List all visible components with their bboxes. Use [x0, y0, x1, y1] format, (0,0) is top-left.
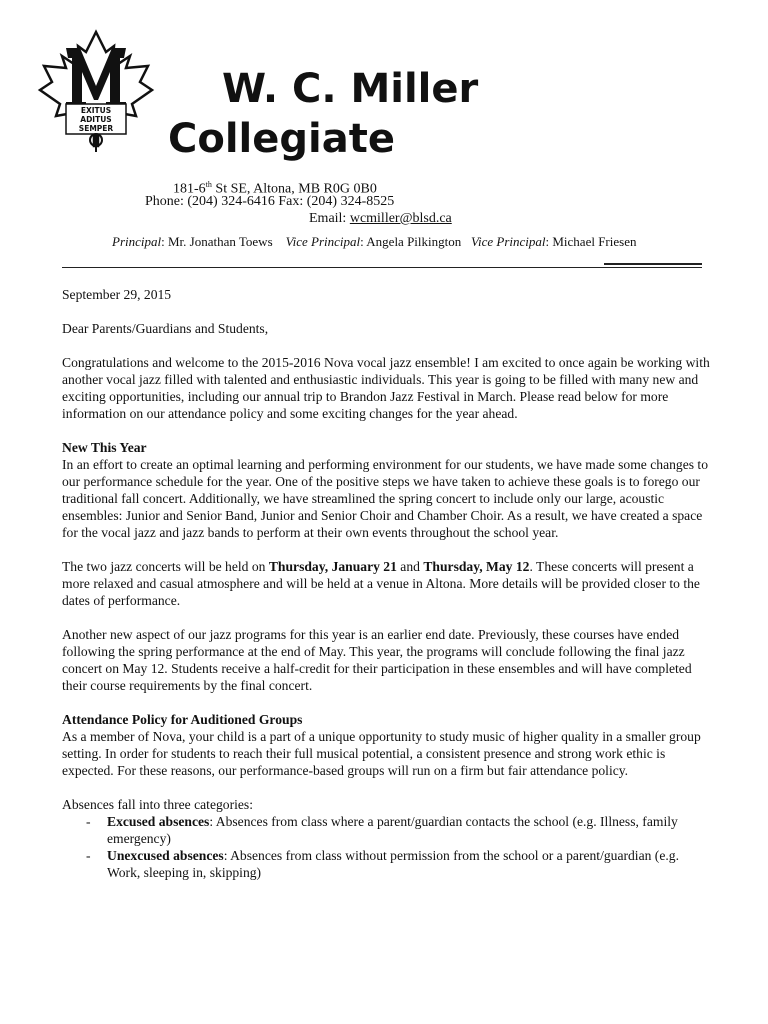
intro-paragraph: Congratulations and welcome to the 2015-2016 Nova vocal jazz ensemble! I am excited to once again be working with another vocal jazz filled with talented and enthusiastic individuals. This year is going to be filled with many new and exciting opportunities, including our annual trip to Brandon Jazz Festival in March. Please read below for more information on our attendance policy and some exciting changes for the year ahead. — [62, 355, 710, 421]
email-label: Email: — [309, 211, 350, 226]
staff-role-vp1: Vice Principal — [285, 234, 361, 249]
staff-name-vp2: Michael Friesen — [552, 234, 637, 249]
absences-intro: Absences fall into three categories: — [62, 797, 253, 812]
letter-salutation: Dear Parents/Guardians and Students, — [62, 321, 269, 336]
concert-date-1: Thursday, January 21 — [268, 559, 397, 574]
staff-name-vp1: Angela Pilkington — [366, 234, 462, 249]
concerts-paragraph — [62, 558, 714, 609]
logo-motto-1: EXITUS — [80, 106, 112, 115]
email-line — [309, 210, 452, 228]
letter-date: September 29, 2015 — [62, 287, 172, 302]
absence-text: : Absences from class where a parent/guardian contacts the school (e.g. Illness, family emergency) — [107, 814, 678, 846]
concert-date-2: Thursday, May 12 — [423, 559, 530, 574]
school-name-line1: W. C. Miller — [222, 66, 479, 112]
school-logo — [36, 28, 156, 156]
new-this-year-heading: New This Year — [62, 440, 147, 455]
email-link[interactable]: wcmiller@blsd.ca — [349, 211, 452, 226]
new-paragraph-1: In an effort to create an optimal learning and performing environment for our students, we have made some changes to our performance schedule for the year. One of the positive steps we have taken to achieve these goals is to forego our traditional fall concert. Additionally, we have streamlined the spring concert to include only our large, acoustic ensembles: Junior and Senior Band, Junior and Senior Choir and Chamber Choir. As a result, we have created a space for the vocal jazz and jazz bands to perform at their own events throughout the school year. — [62, 457, 708, 540]
logo-motto-3: SEMPER — [78, 124, 114, 133]
school-name — [168, 64, 478, 164]
header-divider-thick — [604, 263, 702, 265]
header-divider — [62, 267, 702, 268]
address-ordinal: th — [205, 180, 212, 189]
address-rest: St SE, Altona, MB R0G 0B0 — [211, 181, 377, 197]
absence-term: Excused absences — [107, 814, 210, 829]
concerts-text-c: . These concerts will present a more relaxed and casual atmosphere and will be held at a venue in Altona. More details will be provided closer to the dates of performance. — [62, 559, 700, 608]
logo-motto-2: ADITUS — [80, 115, 112, 124]
list-item: - Unexcused absences: Absences from class without permission from the school or a parent/guardian (e.g. Work, sleeping in, skipping) — [86, 848, 679, 880]
absence-term: Unexcused absences — [107, 848, 224, 863]
concerts-text-b: and — [396, 559, 424, 574]
letter-m-icon — [66, 48, 126, 110]
phone-fax: Phone: (204) 324-6416 Fax: (204) 324-8525 — [145, 194, 395, 209]
absences-list — [62, 813, 714, 881]
new-paragraph-3: Another new aspect of our jazz programs for this year is an earlier end date. Previously, these courses have ended following the spring performance at the end of May. This year, the programs will conclude following the final jazz concert on May 12. Students receive a half-credit for their participation in these ensembles and will have completed their course requirements by the final concert. — [62, 627, 692, 693]
list-item: - Excused absences: Absences from class where a parent/guardian contacts the school (e.g. Illness, family emergency) — [86, 814, 678, 846]
letter-body — [62, 286, 714, 881]
staff-role-vp2: Vice Principal — [471, 234, 546, 249]
attendance-paragraph: As a member of Nova, your child is a part of a unique opportunity to study music of higher quality in a smaller group setting. In order for students to reach their full musical potential, a consistent presence and strong work ethic is expected. For these reasons, our performance-based groups will run on a firm but fair attendance policy. — [62, 729, 701, 778]
school-name-line2: Collegiate — [168, 116, 395, 162]
attendance-heading: Attendance Policy for Auditioned Groups — [62, 712, 303, 727]
address-number: 181-6 — [173, 181, 206, 197]
staff-role-principal: Principal — [112, 234, 162, 249]
staff-line: Principal: Mr. Jonathan Toews Vice Principal: Angela Pilkington Vice Principal: Michael Friesen — [112, 234, 637, 249]
concerts-text-a: The two jazz concerts will be held on — [62, 559, 269, 574]
staff-name-principal: Mr. Jonathan Toews — [167, 234, 273, 249]
absence-text: : Absences from class without permission from the school or a parent/guardian (e.g. Work, sleeping in, skipping) — [107, 848, 679, 880]
